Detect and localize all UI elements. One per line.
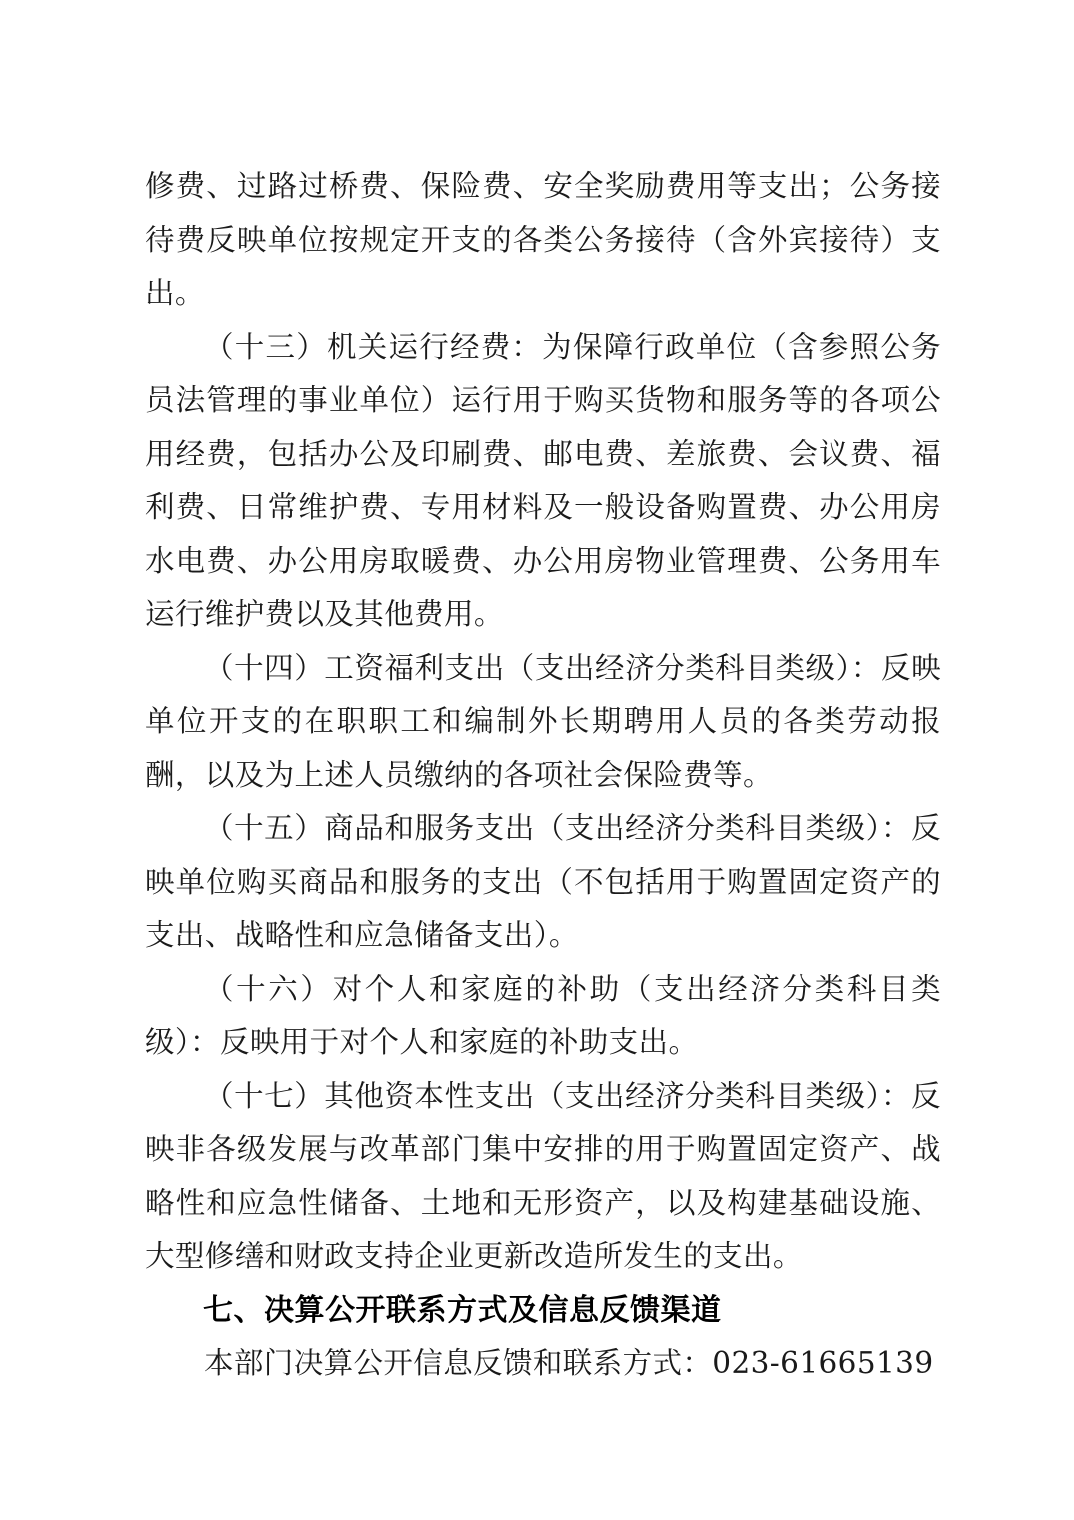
- paragraph-item-15: （十五）商品和服务支出（支出经济分类科目类级）：反映单位购买商品和服务的支出（不包括用于购置固定资产的支出、战略性和应急储备支出）。: [145, 811, 941, 952]
- page-content: [145, 160, 941, 1391]
- paragraph-item-16: （十六）对个人和家庭的补助（支出经济分类科目类级）：反映用于对个人和家庭的补助支出。: [145, 971, 941, 1059]
- contact-information-line: 本部门决算公开信息反馈和联系方式：023-61665139: [204, 1346, 934, 1380]
- paragraph-item-14: （十四）工资福利支出（支出经济分类科目类级）：反映单位开支的在职职工和编制外长期聘用人员的各类劳动报酬，以及为上述人员缴纳的各项社会保险费等。: [145, 650, 941, 792]
- paragraph-item-17: （十七）其他资本性支出（支出经济分类科目类级）：反映非各级发展与改革部门集中安排的用于购置固定资产、战略性和应急性储备、土地和无形资产，以及构建基础设施、大型修缮和财政支持企业更新改造所发生的支出。: [145, 1078, 941, 1273]
- paragraph-continued-travel-reception: 修费、过路过桥费、保险费、安全奖励费用等支出；公务接待费反映单位按规定开支的各类公务接待（含外宾接待）支出。: [145, 169, 941, 310]
- paragraph-item-13: （十三）机关运行经费：为保障行政单位（含参照公务员法管理的事业单位）运行用于购买货物和服务等的各项公用经费，包括办公及印刷费、邮电费、差旅费、会议费、福利费、日常维护费、专用材料及一般设备购置费、办公用房水电费、办公用房取暖费、办公用房物业管理费、公务用车运行维护费以及其他费用。: [145, 329, 941, 631]
- section-heading-seven: 七、决算公开联系方式及信息反馈渠道: [203, 1292, 722, 1328]
